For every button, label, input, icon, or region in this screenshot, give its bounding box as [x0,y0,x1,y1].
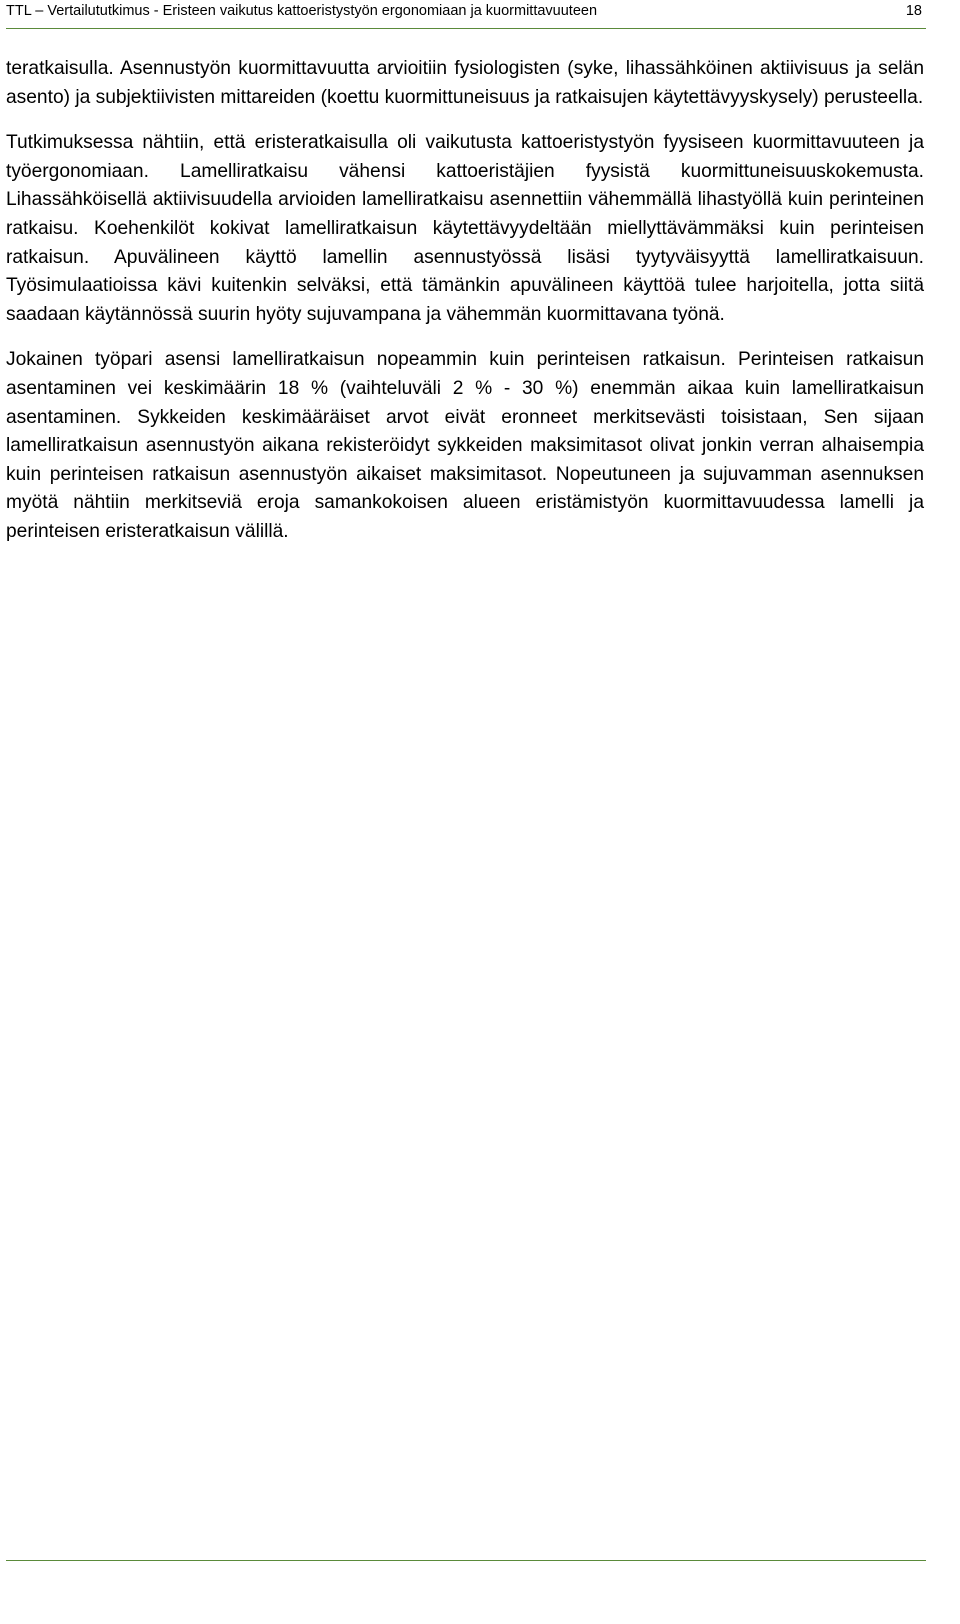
page-number: 18 [905,3,922,19]
page-header [6,0,926,29]
document-body [6,55,924,564]
header-title: TTL – Vertailututkimus - Eristeen vaikutus kattoeristystyön ergonomiaan ja kuormittavuuteen [6,3,598,19]
paragraph: Jokainen työpari asensi lamelliratkaisun nopeammin kuin perinteisen ratkaisun. Perinteisen ratkaisun asentaminen vei keskimäärin 18 % (vaihteluväli 2 % - 30 %) enemmän aikaa kuin lamelliratkaisun asentaminen. Sykkeiden keskimääräiset arvot eivät eronneet merkitsevästi toisistaan, Sen sijaan lamelliratkaisun asennustyön aikana rekisteröidyt sykkeiden maksimitasot olivat jonkin verran alhaisempia kuin perinteisen ratkaisun asennustyön aikaiset maksimitasot. Nopeutuneen ja sujuvamman asennuksen myötä nähtiin merkitseviä eroja samankokoisen alueen eristämistyön kuormittavuudessa lamelli ja perinteisen eristeratkaisun välillä. [6,349,924,542]
page-footer-rule [6,1560,926,1561]
paragraph: teratkaisulla. Asennustyön kuormittavuutta arvioitiin fysiologisten (syke, lihassähköinen aktiivisuus ja selän asento) ja subjektiivisten mittareiden (koettu kuormittuneisuus ja ratkaisujen käytettävyyskysely) perusteella. [6,58,924,108]
paragraph: Tutkimuksessa nähtiin, että eristeratkaisulla oli vaikutusta kattoeristystyön fyysiseen kuormittavuuteen ja työergonomiaan. Lamelliratkaisu vähensi kattoeristäjien fyysistä kuormittuneisuuskokemusta. Lihassähköisellä aktiivisuudella arvioiden lamelliratkaisu asennettiin vähemmällä lihastyöllä kuin perinteinen ratkaisu. Koehenkilöt kokivat lamelliratkaisun käytettävyydeltään miellyttävämmäksi kuin perinteisen ratkaisun. Apuvälineen käyttö lamellin asennustyössä lisäsi tyytyväisyyttä lamelliratkaisuun. Työsimulaatioissa kävi kuitenkin selväksi, että tämänkin apuvälineen käyttöä tulee harjoitella, jotta siitä saadaan käytännössä suurin hyöty sujuvampana ja vähemmän kuormittavana työnä. [6,132,924,325]
